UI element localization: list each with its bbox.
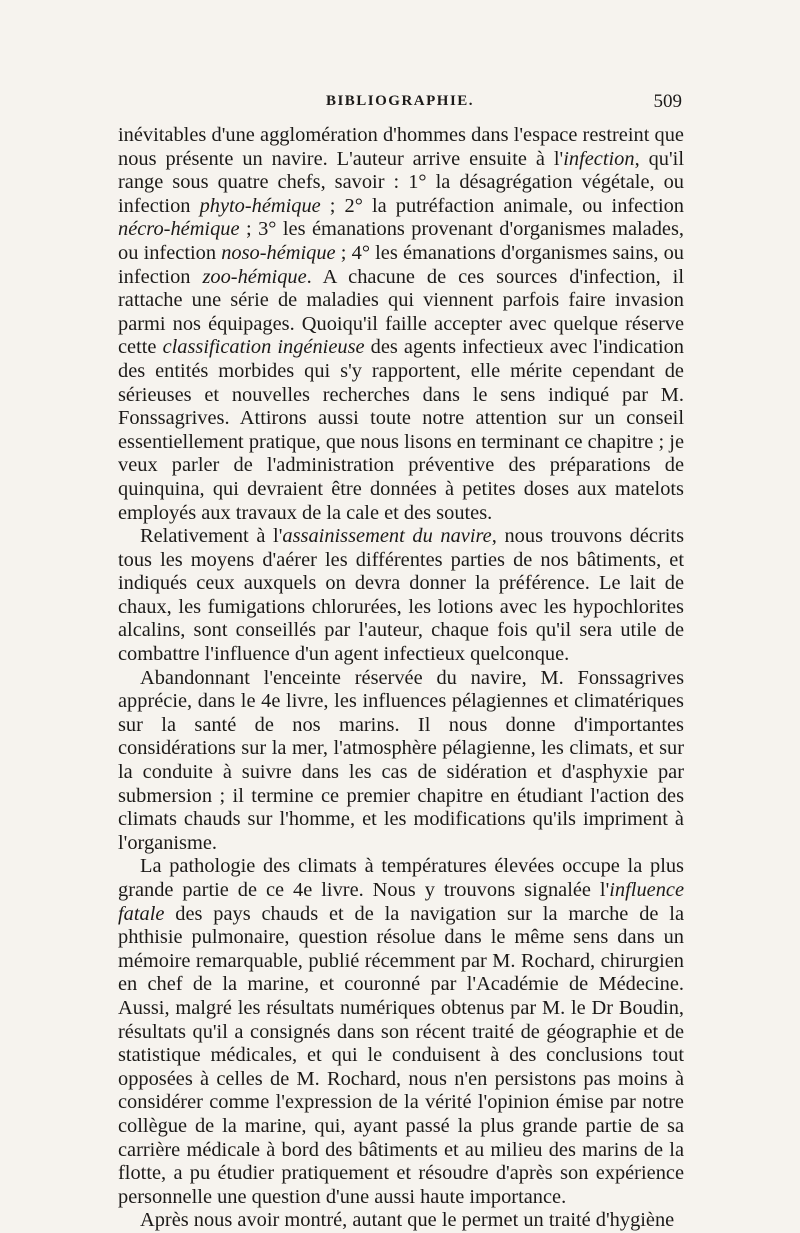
italic-term: nécro-hémique bbox=[118, 218, 240, 241]
text-run: ; 4° les émanations d'organismes sains, ou infection bbox=[118, 241, 684, 288]
text-run: La pathologie des climats à températures élevées occupe la plus grande partie de ce 4e livre. Nous y trouvons signalée l' bbox=[118, 855, 684, 901]
italic-term: assainissement du navire bbox=[282, 525, 492, 548]
text-run: ; 2° la putréfaction animale, ou infection bbox=[320, 194, 685, 217]
text-run: des agents infectieux avec l'indication des entités morbides qui s'y rapportent, elle mérite cependant de sérieuses et nouvelles recherches dans le sens indiqué par M. Fonssagrives. Attirons aussi toute notre attention sur un conseil essentiellement pratique, que nous lisons en terminant ce chapitre ; je veux parler de l'administration préventive des préparations de quinquina, qui devraient être données à petites doses aux matelots employés aux travaux de la cale et des soutes. bbox=[118, 336, 684, 524]
running-head: BIBLIOGRAPHIE. bbox=[325, 93, 475, 109]
page-header bbox=[118, 93, 682, 119]
paragraph-2 bbox=[118, 525, 684, 667]
italic-term: influence fatale bbox=[118, 879, 684, 925]
italic-term: phyto-hémique bbox=[199, 194, 321, 217]
text-run: des pays chauds et de la navigation sur la marche de la phthisie pulmonaire, question résolue dans le même sens dans un mémoire remarquable, publié récemment par M. Rochard, chirurgien en chef de la marine, et couronné par l'Académie de Médecine. Aussi, malgré les résultats numériques obtenus par M. le Dr Boudin, résultats qu'il a consignés dans son récent traité de géographie et de statistique médicales, et qui le conduisent à des conclusions tout opposées à celles de M. Rochard, nous n'en persistons pas moins à considérer comme l'expression de la vérité l'opinion émise par notre collègue de la marine, qui, ayant passé la plus grande partie de sa carrière médicale à bord des bâtiments et au milieu des marins de la flotte, a pu étudier pratiquement et résoudre d'après son expérience personnelle une question d'une aussi haute importance. bbox=[118, 902, 684, 1208]
text-run: Relativement à l' bbox=[140, 525, 283, 548]
text-run: inévitables d'une agglomération d'hommes dans l'espace restreint que nous présente un navire. L'auteur arrive ensuite à l' bbox=[118, 124, 684, 170]
body-text bbox=[118, 124, 684, 1233]
text-run: , qu'il range sous quatre chefs, savoir : 1° la désagrégation végétale, ou infection bbox=[118, 147, 684, 217]
paragraph-4 bbox=[118, 855, 684, 1209]
paragraph-5: Après nous avoir montré, autant que le permet un traité d'hygiène bbox=[140, 1209, 675, 1232]
italic-term: classification ingénieuse bbox=[162, 336, 365, 359]
text-run: , nous trouvons décrits tous les moyens d'aérer les différentes parties de nos bâtiments, et indiqués ceux auxquels on devra donner la préférence. Le lait de chaux, les fumigations chlorurées, les lotions avec les hypochlorites alcalins, sont conseillés par l'auteur, chaque fois qu'il sera utile de combattre l'influence d'un agent infectieux quelconque. bbox=[118, 525, 685, 666]
italic-term: infection bbox=[563, 147, 635, 170]
text-run: . A chacune de ces sources d'infection, il rattache une série de maladies qui viennent parfois faire invasion parmi nos équipages. Quoiqu'il faille accepter avec quelque réserve cette bbox=[118, 265, 684, 359]
paragraph-3: Abandonnant l'enceinte réservée du navire, M. Fonssagrives apprécie, dans le 4e livre, les influences pélagiennes et climatériques sur la santé de nos marins. Il nous donne d'importantes considérations sur la mer, l'atmosphère pélagienne, les climats, et sur la conduite à suivre dans les cas de sidération et d'asphyxie par submersion ; il termine ce premier chapitre en étudiant l'action des climats chauds sur l'homme, et les modifications qu'ils impriment à l'organisme. bbox=[118, 666, 684, 854]
paragraph-1 bbox=[118, 124, 684, 525]
text-run: ; 3° les émanations provenant d'organismes malades, ou infection bbox=[118, 218, 684, 264]
page-number: 509 bbox=[653, 91, 682, 112]
italic-term: noso-hémique bbox=[221, 241, 336, 264]
italic-term: zoo-hémique bbox=[202, 265, 307, 288]
